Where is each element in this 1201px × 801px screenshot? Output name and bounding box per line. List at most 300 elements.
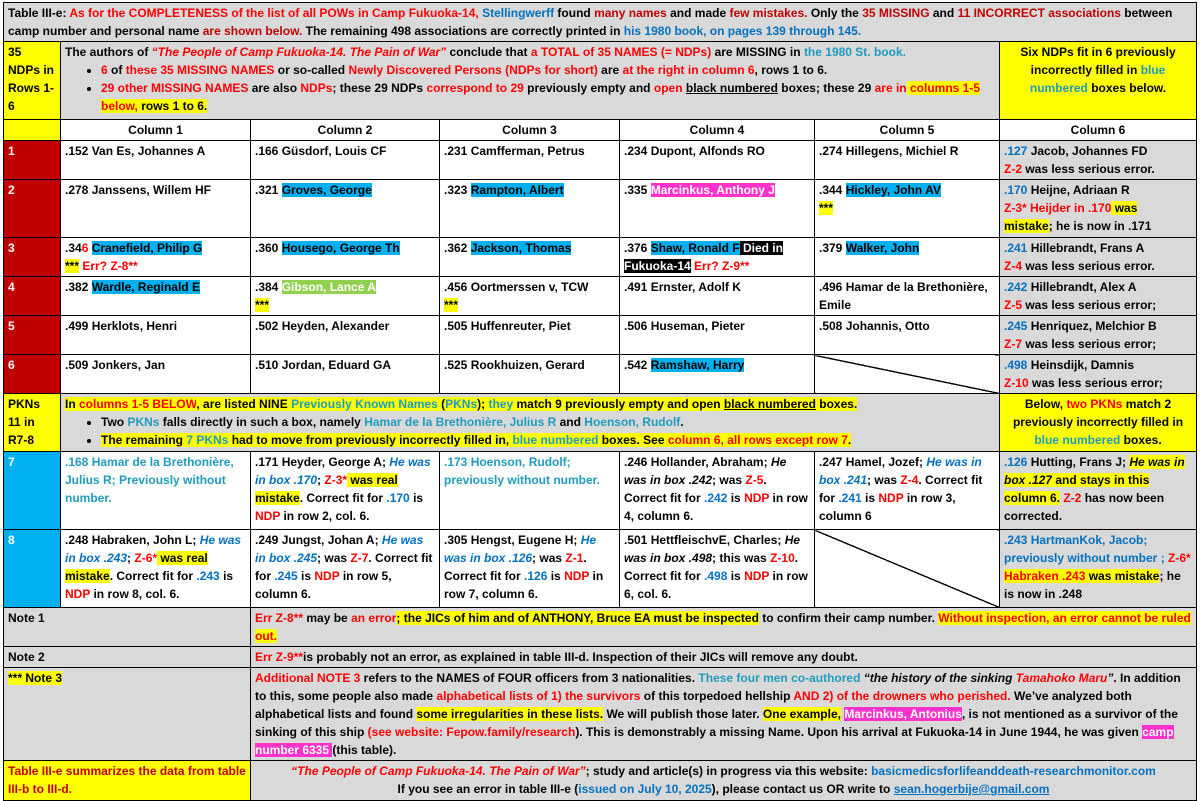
text: in row 4, column 6. [624,491,808,523]
table-cell [1000,530,1197,608]
text: .456 Oortmerssen v, TCW [444,280,589,294]
table-cell [61,530,251,608]
text: .498 [1004,358,1028,372]
table-cell: .508 Johannis, Otto [815,316,1000,355]
pkn-right-note [1000,394,1197,452]
text: column 6, all rows except row 7 [667,433,848,447]
text: Z-3* Heijder in .170 [1004,201,1112,215]
text: One example, [762,707,841,721]
text: 29 other MISSING NAMES [101,81,249,95]
note-text [251,608,1197,647]
text: He was in box .127 [1004,455,1185,487]
text: .384 [255,280,282,294]
text: Hutting, Frans J; [1027,455,1130,469]
text: boxes; these 29 [777,81,875,95]
text: . [680,415,684,429]
table-cell [1000,452,1197,530]
text: .542 [624,358,651,372]
pkn-intro [61,394,1000,452]
text: ; these 29 NDPs [332,81,427,95]
text: NDP [744,569,770,583]
text: “The People of Camp Fukuoka-14. The Pain of War” [291,764,586,778]
text: Err Z-8** [255,611,304,625]
text: AND 2) of the drowners who perished. [793,689,1011,703]
title-text: 11 INCORRECT associations [957,6,1121,20]
text: .382 [65,280,92,294]
text: Table III-e summarizes the data from table III-b to III-d. [8,764,246,796]
text: correspond to 29 [426,81,524,95]
text: in row 5, column 6. [255,569,392,601]
text: they [488,397,514,411]
text: Habraken .243 [1004,569,1086,583]
text: are also [248,81,301,95]
text: . Correct fit for [255,551,433,583]
text: *** [255,298,270,312]
text: .247 Hamel, Jozef; [819,455,927,469]
text: Died in [739,241,783,255]
text: is [727,491,745,505]
note-label: Note 2 [4,647,251,668]
text: Z-7 [350,551,369,565]
text: Z-4 [1004,259,1022,273]
text: Z-5 [745,473,764,487]
text: .379 [819,241,846,255]
text: .127 [1004,144,1028,158]
text: in row 8, col. 6. [90,587,180,601]
text: ” [1107,671,1114,685]
text: in row 6, col. 6. [624,569,808,601]
text: boxes below. [1087,81,1167,95]
text: of this torpedoed hellship [640,689,794,703]
text: .360 [255,241,282,255]
text: He was in box .126 [444,533,597,565]
table-cell [815,180,1000,238]
text: these 35 MISSING NAMES [125,63,275,77]
text: .245 [1004,319,1028,333]
text: issued on July 10, 2025 [578,782,712,796]
title-text: found [554,6,595,20]
text: is [727,569,745,583]
website-link[interactable]: basicmedicsforlifeanddeath-researchmonitor.com [871,764,1156,778]
text: match 9 previously empty and open [513,397,724,411]
table-cell: .499 Herklots, Henri [61,316,251,355]
text: 6 [81,241,92,255]
text: *** Note 3 [8,671,63,685]
text: “the history of the sinking [860,671,1016,685]
text: Fukuoka-14 [624,259,691,273]
ndp-right-note [1000,42,1197,120]
column-header: Column 4 [620,120,815,141]
text: is probably not an error, as explained in table III-d. Inspection of their JICs will remove any doubt. [303,650,858,664]
table-cell: .491 Ernster, Adolf K [620,277,815,316]
table-cell [1000,316,1197,355]
text: is [861,491,879,505]
text: .246 Hollander, Abraham; [624,455,771,469]
text: . Correct fit for [819,473,983,505]
table-title [4,3,1197,42]
text: the 1980 St. book. [803,45,906,59]
text: Marcinkus, Antonius [844,707,962,721]
text: Hillebrandt, Frans A [1027,241,1145,255]
text: Groves, George [281,183,372,197]
title-author: Stellingwerff [482,6,555,20]
text: Hillebrandt, Alex A [1027,280,1137,294]
text: We will publish those later. [603,707,763,721]
table-cell: .525 Rookhuizen, Gerard [440,355,620,394]
text: ). This is demonstrably a missing Name. Upon his arrival at Fukuoka-14 in June 1944, he was given [575,725,1143,739]
text: boxes. [815,397,858,411]
text: Marcinkus, Anthony J [650,183,775,197]
email-link[interactable]: sean.hogerbije@gmail.com [893,782,1050,796]
text: Housego, George Th [281,241,400,255]
text: NDP [878,491,904,505]
row-label: 3 [4,238,61,277]
text: has now been corrected. [1004,491,1165,523]
text: was [1111,201,1138,215]
text: .242 [1004,280,1028,294]
text: NDP [564,569,590,583]
text: boxes. See [598,433,668,447]
text: previously empty and [523,81,654,95]
text: .321 [255,183,282,197]
text: He was in box .498 [624,533,801,565]
text: match 2 previously incorrectly filled in [1012,397,1184,429]
title-label: Table III-e: [8,6,70,20]
empty-crossed-cell [815,530,1000,608]
text: is [547,569,565,583]
text: rows 1 to 6. [137,99,208,113]
table-cell [251,238,440,277]
text: (see website: Fepow.family/research [367,725,576,739]
text: . Correct fit for [109,569,197,583]
table-cell [1000,277,1197,316]
table-cell: .234 Dupont, Alfonds RO [620,141,815,180]
text: ; [317,473,325,487]
text: are in [874,81,907,95]
table-cell: .152 Van Es, Johannes A [61,141,251,180]
text: Z-2 [1060,491,1082,505]
row-label: 4 [4,277,61,316]
text: .248 Habraken, John L; [65,533,200,547]
text: to confirm their camp number. [758,611,939,625]
text: columns 1-5 below, [101,81,980,113]
text: ; he is now in .171 [1048,219,1152,233]
text: .34 [65,241,82,255]
text: Additional NOTE 3 [255,671,361,685]
text: Z-6* [1168,551,1191,565]
completeness-table [3,2,1197,801]
table-cell: .505 Huffenreuter, Piet [440,316,620,355]
text: Z-10 [770,551,795,565]
text: Z-1 [565,551,584,565]
pkn-label: PKNs 11 in R7-8 [4,394,61,452]
table-cell: .168 Hamar de la Brethonière, Julius R; Previously without number. [61,452,251,530]
text: and [556,415,585,429]
table-cell [815,238,1000,277]
table-cell [251,277,440,316]
text: blue numbered [1029,63,1166,95]
pkn-bullets [65,413,995,449]
table-cell: .496 Hamar de la Brethonière, Emile [815,277,1000,316]
text: in row 3, column 6 [819,491,956,523]
text: some irregularities in these lists. [416,707,604,721]
footer-line [255,762,1192,780]
text: .362 [444,241,471,255]
text: and stays in this column 6. [1004,473,1150,505]
text: PKNs [127,415,160,429]
title-text: few mistakes. [729,6,808,20]
title-text: and made [666,6,730,20]
text: Z-6* [134,551,158,565]
text: .170 [386,491,410,505]
text: . Correct fit for [624,551,799,583]
text: Shaw, Ronald F [650,241,740,255]
text: Walker, John [845,241,920,255]
column-header: Column 3 [440,120,620,141]
title-text: are shown below. [202,24,303,38]
text: . In addition to this, some people also made [255,671,1181,703]
text: at the right in column 6 [622,63,755,77]
text: alphabetical lists of 1) the survivors [436,689,641,703]
pkn-bullet [101,413,995,431]
text: an error [351,611,397,625]
text: was less serious error; [1028,376,1163,390]
pkn-intro-line [65,395,995,413]
text: Jackson, Thomas [470,241,572,255]
text: .501 HettfleischvE, Charles; [624,533,785,547]
text: black numbered [685,81,778,95]
text: .245 [274,569,298,583]
text: in row 2, col. 6. [280,509,370,523]
note-text [251,647,1197,668]
text: was less serious error; [1022,298,1157,312]
row-label: 2 [4,180,61,238]
footer-summary [4,761,251,801]
text: .335 [624,183,651,197]
text: Wardle, Reginald E [91,280,200,294]
text: may be [303,611,352,625]
text: ), please contact us OR write to [711,782,894,796]
title-text: between camp number and personal name [8,6,1173,38]
text: He was in box .243 [65,533,242,565]
text: , are listed NINE [196,397,292,411]
text: . Correct fit for [624,473,767,505]
text: Jacob, Johannes FD [1027,144,1148,158]
text: He was in box .241 [819,455,982,487]
table-cell [251,180,440,238]
text: Z-2 [1004,162,1022,176]
row-label: 7 [4,452,61,530]
ndp-bullets [65,61,995,115]
text: PKNs [445,397,478,411]
text: Z-4 [900,473,919,487]
table-cell [61,277,251,316]
text: The remaining [101,433,187,447]
ndp-bullet [101,61,995,79]
text: Z-3* [324,473,348,487]
text: In [65,397,79,411]
text: Err? Z-8** [79,259,138,273]
table-cell [1000,355,1197,394]
table-cell [440,277,620,316]
text: ; study and article(s) in progress via this website: [585,764,872,778]
title-text: The remaining 498 associations are correctly printed in [302,24,624,38]
text: NDP [314,569,340,583]
text: We’ve analyzed both alphabetical lists and found [255,689,1132,721]
table-cell [440,530,620,608]
text: camp number 6335 [255,725,1174,757]
text: mistake [1004,219,1049,233]
text: Previously Known Names [291,397,438,411]
column-header: Column 5 [815,120,1000,141]
table-cell [440,180,620,238]
text: of [107,63,126,77]
text: conclude that [446,45,531,59]
text: are MISSING in [711,45,804,59]
table-cell: .509 Jonkers, Jan [61,355,251,394]
text: refers to the NAMES of FOUR officers from 3 nationalities. [360,671,699,685]
table-cell [620,238,815,277]
text: He was in box .242 [624,455,787,487]
title-text: As for the COMPLETENESS of the list of all POWs in Camp Fukuoka-14, [69,6,483,20]
text: Err Z-9** [255,650,304,664]
text: open [653,81,683,95]
title-text: his 1980 book, on pages 139 through 145. [623,24,862,38]
title-text: Only the [807,6,863,20]
text: The authors of [65,45,152,59]
text: Newly Discovered Persons (NDPs for short) [348,63,598,77]
note-label [4,668,251,761]
table-cell [251,530,440,608]
table-cell [815,452,1000,530]
table-cell [620,355,815,394]
text: is [219,569,234,583]
text: *** [819,201,834,215]
text: is [409,491,424,505]
text: Tamahoko Maru [1015,671,1108,685]
text: in row 7, column 6. [444,569,604,601]
text: , rows 1 to 6. [754,63,828,77]
text: NDP [65,587,91,601]
text: falls directly in such a box, namely [159,415,365,429]
ndp-label: 35 NDPs in Rows 1-6 [4,42,61,120]
text: .241 [838,491,862,505]
table-cell: .506 Huseman, Pieter [620,316,815,355]
table-cell [1000,141,1197,180]
table-cell [620,180,815,238]
pkn-bullet [101,431,995,449]
text: was less serious error. [1022,259,1155,273]
text: Below, [1024,397,1067,411]
corner-cell [4,120,61,141]
text: *** [444,298,459,312]
ndp-intro [61,42,1000,120]
text: two PKNs [1066,397,1123,411]
text: Z-7 [1004,337,1022,351]
text: was mistake [1085,569,1160,583]
text: “The People of Camp Fukuoka-14. The Pain of War” [151,45,447,59]
text: Ramshaw, Harry [650,358,745,372]
text: .126 [1004,455,1028,469]
text: Heijne, Adriaan R [1027,183,1130,197]
text: These four men co-authored [698,671,861,685]
text: .242 [704,491,728,505]
text: Gibson, Lance A [281,280,376,294]
text: NDP [255,509,281,523]
text: Hamar de la Brethonière, Julius R [364,415,557,429]
text: (this table). [332,743,397,757]
text: . [847,433,852,447]
text: .126 [524,569,548,583]
table-cell [620,452,815,530]
text: blue numbered [512,433,599,447]
table-cell: .166 Güsdorf, Louis CF [251,141,440,180]
text: Hoenson, Rudolf [584,415,681,429]
text: was less serious error. [1022,162,1155,176]
table-cell: .231 Camfferman, Petrus [440,141,620,180]
table-cell: .502 Heyden, Alexander [251,316,440,355]
text: .323 [444,183,471,197]
text: Hickley, John AV [845,183,941,197]
text: .376 [624,241,651,255]
footer-text [251,761,1197,801]
ndp-bullet [101,79,995,115]
text: had to move from previously incorrectly filled in, [228,433,513,447]
table-cell: .510 Jordan, Eduard GA [251,355,440,394]
text: .305 Hengst, Eugene H; [444,533,581,547]
text: Two [101,415,128,429]
text: He was in box .245 [255,533,424,565]
text: .249 Jungst, Johan A; [255,533,382,547]
ndp-intro-line [65,43,995,61]
text: Heinsdijk, Damnis [1027,358,1135,372]
text: .243 HartmanKok, Jacob; previously without number [1004,533,1158,565]
text: black numbered [723,397,816,411]
text: ; was [867,473,901,487]
text: are [597,63,623,77]
row-label: 5 [4,316,61,355]
text: 7 PKNs [186,433,229,447]
text: .170 [1004,183,1028,197]
column-header: Column 2 [251,120,440,141]
table-cell [251,452,440,530]
table-cell: .274 Hillegens, Michiel R [815,141,1000,180]
text: blue numbered [1034,433,1121,447]
text: Z-10 [1004,376,1029,390]
text: is [297,569,315,583]
text: He was in box .170 [255,455,431,487]
empty-crossed-cell [815,355,1000,394]
note-text [251,668,1197,761]
text: ; was [532,551,566,565]
text: ; was [712,473,746,487]
text: Err? Z-9** [690,259,750,273]
text: .344 [819,183,846,197]
text: ; [127,551,135,565]
text: ; was [317,551,351,565]
row-label: 8 [4,530,61,608]
table-cell: .278 Janssens, Willem HF [61,180,251,238]
table-cell [61,238,251,277]
text: .171 Heyder, George A; [255,455,390,469]
text: . Correct fit for [444,551,587,583]
text: ( [437,397,446,411]
text: Without inspection, an error cannot be ruled out. [255,611,1191,643]
text: ; he is now in .248 [1004,569,1181,601]
text: Rampton, Albert [470,183,564,197]
text: boxes. [1120,433,1162,447]
text: Henriquez, Melchior B [1027,319,1157,333]
